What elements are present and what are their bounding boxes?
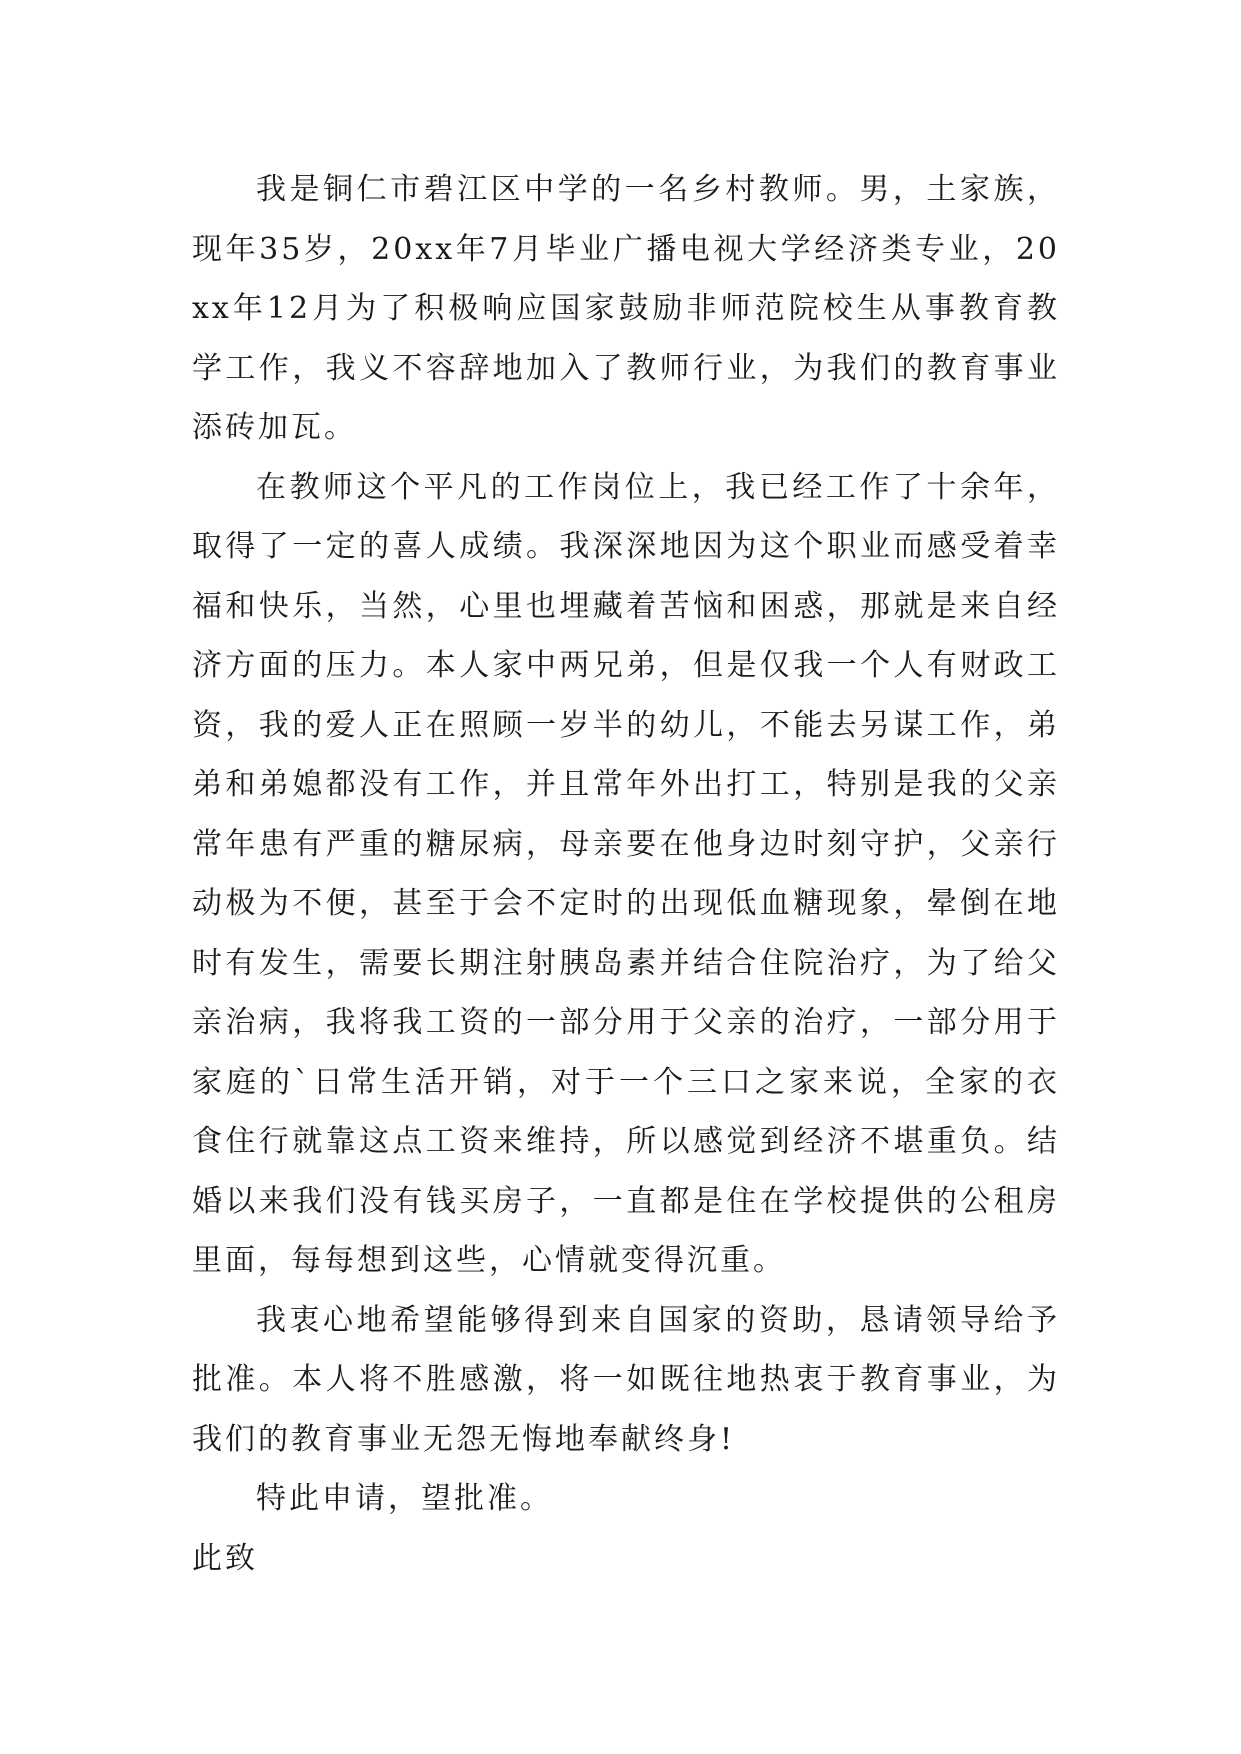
letter-body (192, 160, 1060, 1588)
closing-salutation: 此致 (192, 1540, 258, 1576)
paragraph-intro: 我是铜仁市碧江区中学的一名乡村教师。男，土家族，现年35岁，20xx年7月毕业广播电视大学经济类专业，20xx年12月为了积极响应国家鼓励非师范院校生从事教育教学工作，我义不容辞地加入了教师行业，为我们的教育事业添砖加瓦。 (192, 172, 1060, 445)
paragraph-hardship: 在教师这个平凡的工作岗位上，我已经工作了十余年，取得了一定的喜人成绩。我深深地因为这个职业而感受着幸福和快乐，当然，心里也埋藏着苦恼和困惑，那就是来自经济方面的压力。本人家中两兄弟，但是仅我一个人有财政工资，我的爱人正在照顾一岁半的幼儿，不能去另谋工作，弟弟和弟媳都没有工作，并且常年外出打工，特别是我的父亲常年患有严重的糖尿病，母亲要在他身边时刻守护，父亲行动极为不便，甚至于会不定时的出现低血糖现象，晕倒在地时有发生，需要长期注射胰岛素并结合住院治疗，为了给父亲治病，我将我工资的一部分用于父亲的治疗，一部分用于家庭的`日常生活开销，对于一个三口之家来说，全家的衣食住行就靠这点工资来维持，所以感觉到经济不堪重负。结婚以来我们没有钱买房子，一直都是住在学校提供的公租房里面，每每想到这些，心情就变得沉重。 (192, 469, 1060, 1278)
paragraph-request: 我衷心地希望能够得到来自国家的资助，恳请领导给予批准。本人将不胜感激，将一如既往地热衷于教育事业，为我们的教育事业无怨无悔地奉献终身! (192, 1302, 1060, 1457)
paragraph-application: 特此申请，望批准。 (256, 1481, 553, 1516)
